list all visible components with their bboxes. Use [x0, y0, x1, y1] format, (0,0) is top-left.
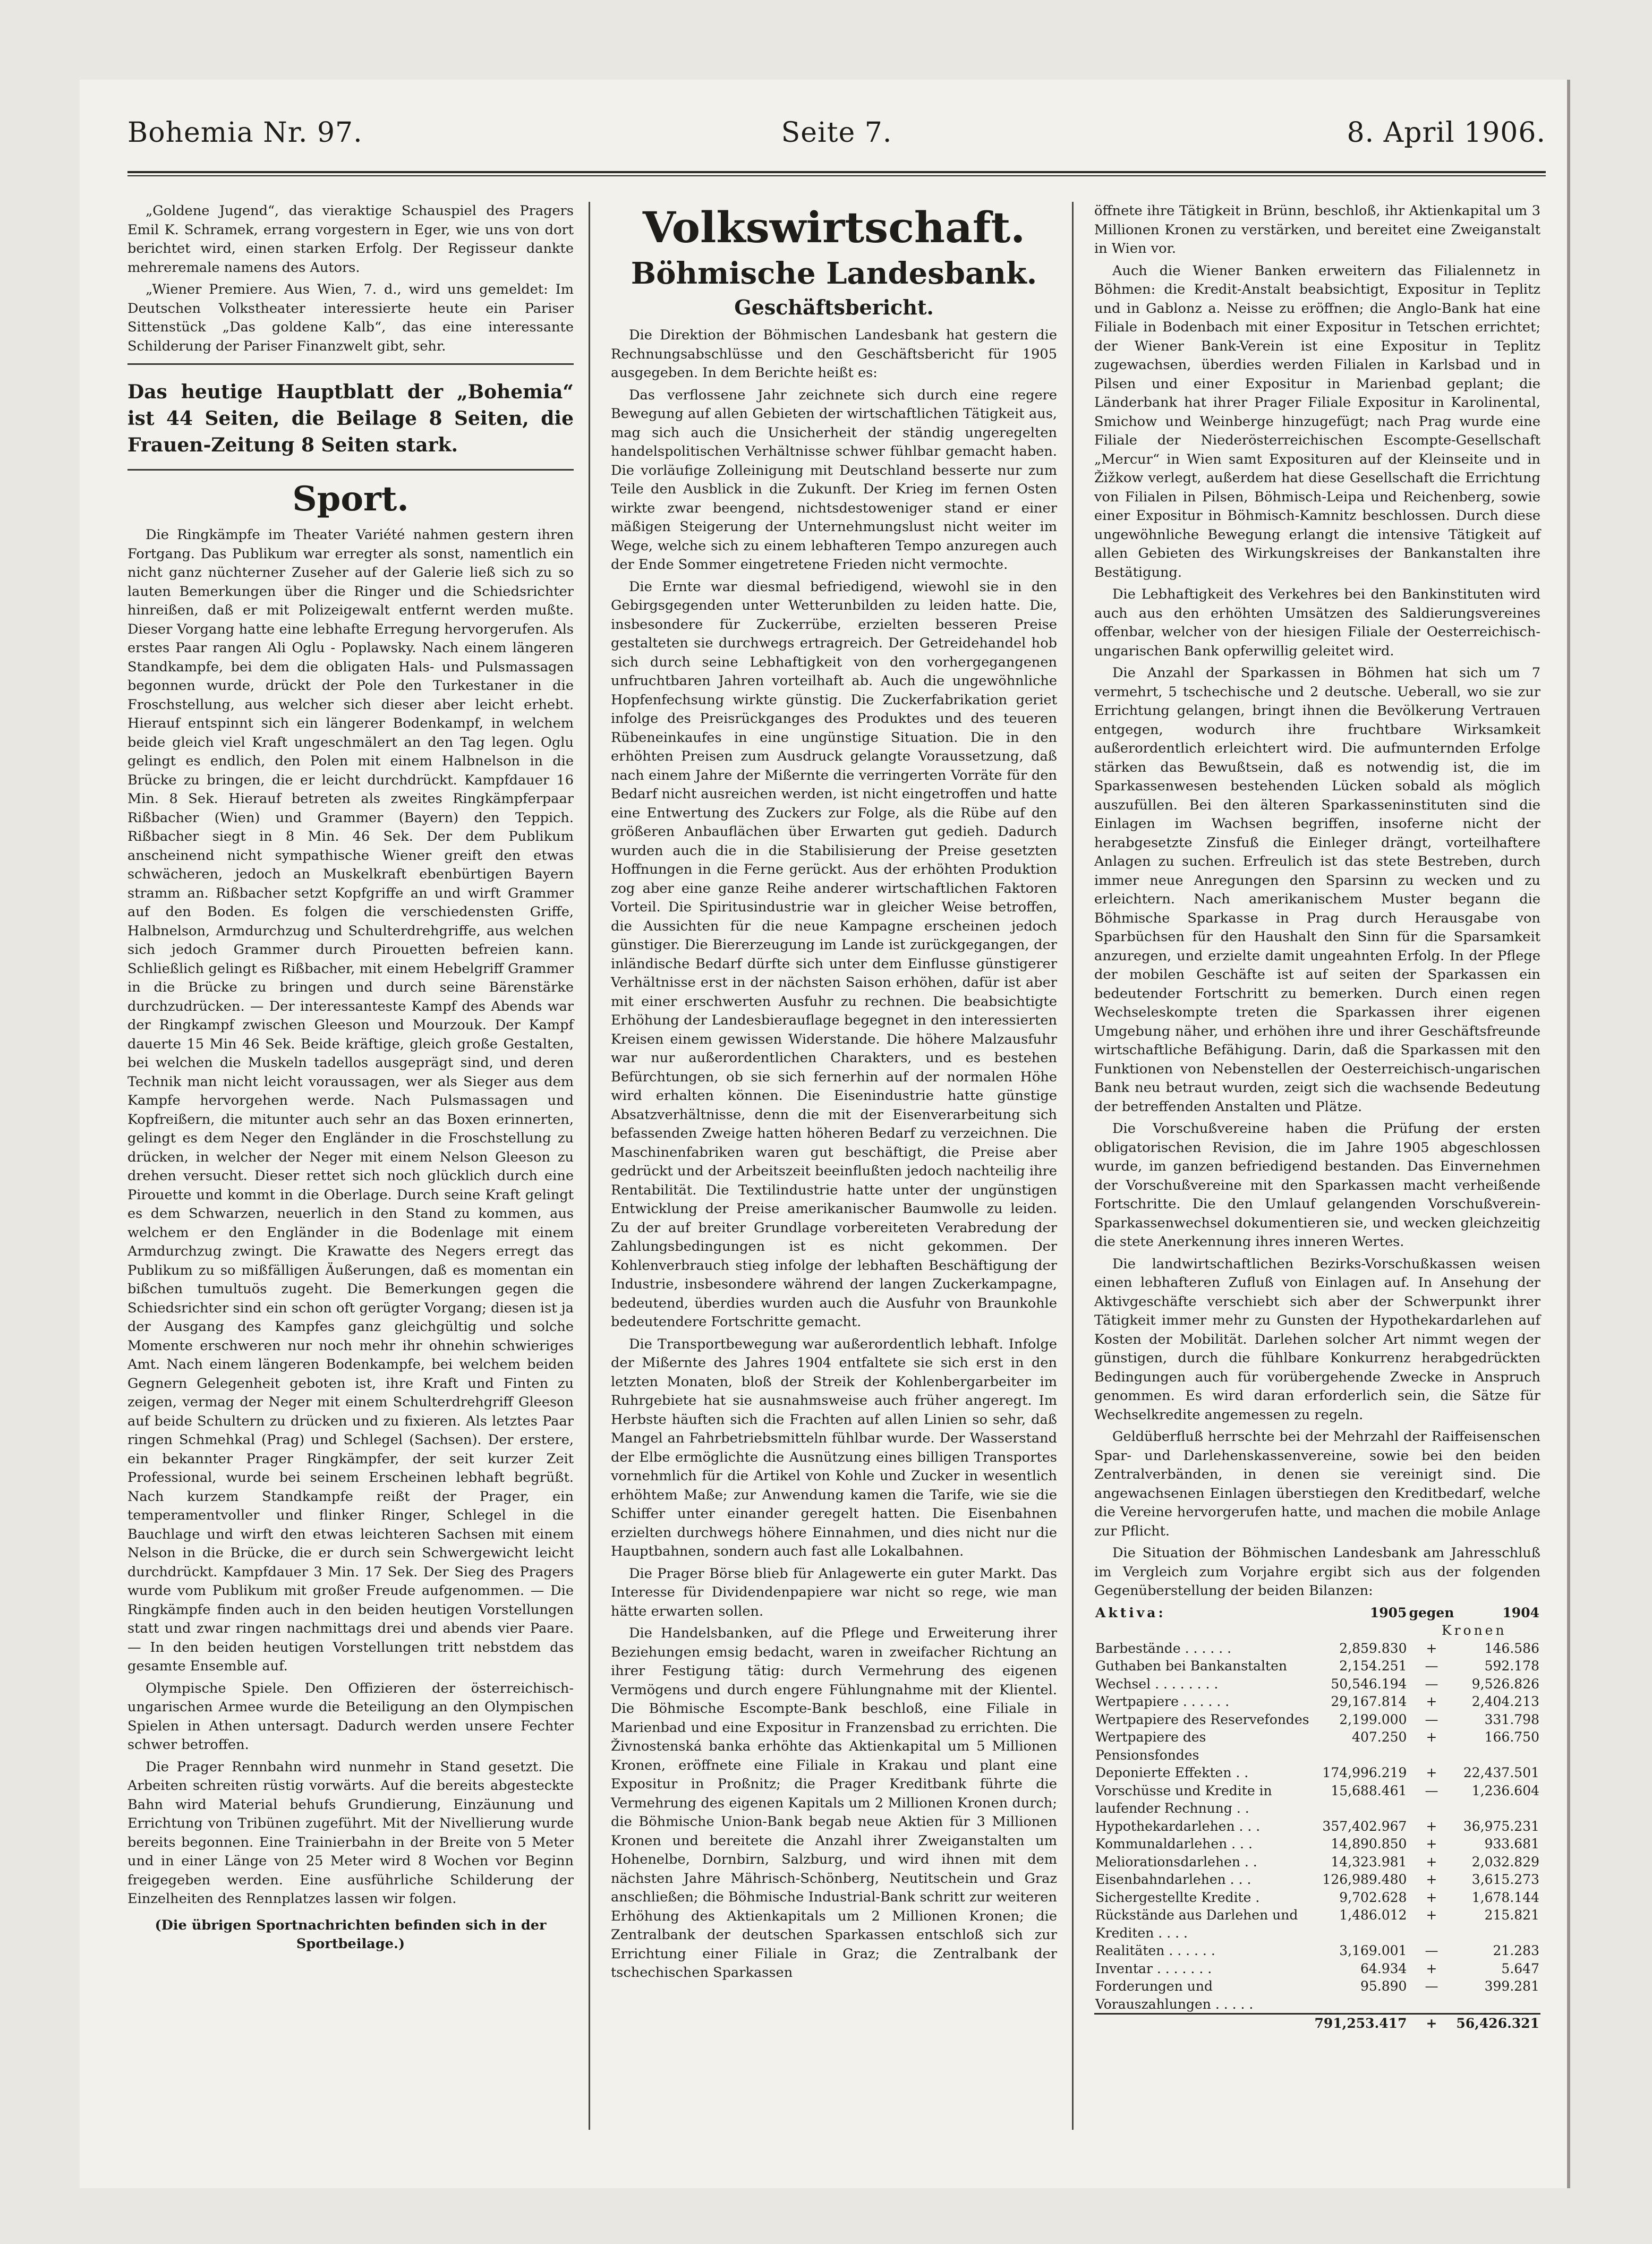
year-1904: 1904 [1502, 1605, 1539, 1620]
balance-row [1094, 1960, 1540, 1978]
balance-cell-v2: 1,236.604 [1471, 1782, 1539, 1798]
balance-cell-v2: 146.586 [1484, 1640, 1539, 1656]
balance-cell-v1: 64.934 [1360, 1960, 1407, 1976]
balance-cell-item: Eisenbahndarlehen . . . [1095, 1872, 1251, 1887]
balance-cell-item: Guthaben bei Bankanstalten [1095, 1658, 1287, 1674]
balance-row [1094, 1818, 1540, 1836]
balance-cell-v2: 9,526.826 [1471, 1676, 1539, 1692]
balance-cell-v1: 3,169.001 [1339, 1943, 1407, 1958]
newspaper-page [80, 80, 1570, 2188]
balance-row [1094, 1640, 1540, 1658]
balance-cell-v1: 357,402.967 [1322, 1818, 1407, 1834]
page-count-notice: Das heutige Hauptblatt der „Bohemia“ ist 44 Seiten, die Beilage 8 Seiten, die Frauen-Zeitung 8 Seiten stark. [127, 381, 574, 456]
balance-cell-v2: 166.750 [1484, 1729, 1539, 1745]
balance-rows [1094, 1640, 1540, 2014]
balance-row [1094, 1942, 1540, 1960]
theater-note: „Goldene Jugend“, das vieraktige Schauspiel des Pragers Emil K. Schramek, errang vorgestern in Eger, wie uns von dort berichtet wird, einen starken Erfolg. Der Regisseur dankte mehreremale namens des Autors. [127, 203, 574, 276]
report-paragraph: Die Vorschußvereine haben die Prüfung der ersten obligatorischen Revision, die im Jahre 1905 abgeschlossen wurde, im ganzen befriedigend bestanden. Das Einvernehmen der Vorschußvereine mit den Sparkassen macht verheißende Fortschritte. Die den Umlauf gelangenden Vorschußverein-Sparkassenwechsel dokumentieren sie, und wecken gleichzeitig die stete Anerkennung ihres inneren Wertes. [1094, 1121, 1540, 1250]
column-economy-continued [1094, 202, 1540, 2033]
header-rule [127, 171, 1546, 173]
page-header [127, 117, 1546, 165]
balance-cell-item: Sichergestellte Kredite . [1095, 1889, 1260, 1905]
balance-cell-item: Realitäten . . . . . . [1095, 1943, 1215, 1958]
balance-cell-v2: 2,404.213 [1471, 1694, 1539, 1709]
balance-cell-item: Wertpapiere . . . . . . [1095, 1694, 1230, 1709]
balance-cell-v1: 126,989.480 [1322, 1872, 1407, 1887]
balance-cell-s: + [1426, 1854, 1437, 1870]
balance-row [1094, 1871, 1540, 1889]
balance-cell-s: + [1426, 1640, 1437, 1656]
balance-cell-s: + [1426, 1889, 1437, 1905]
balance-cell-item: Wertpapiere des Pensionsfondes [1095, 1729, 1206, 1763]
balance-cell-item: Hypothekardarlehen . . . [1095, 1818, 1261, 1834]
balance-cell-s: + [1426, 1960, 1437, 1976]
balance-cell-item: Barbestände . . . . . . [1095, 1640, 1232, 1656]
total-change: 56,426.321 [1455, 2014, 1540, 2033]
balance-cell-v1: 407.250 [1352, 1729, 1407, 1745]
balance-row [1094, 1853, 1540, 1871]
report-paragraph: Die Transportbewegung war außerordentlich lebhaft. Infolge der Mißernte des Jahres 1904 entfaltete sie sich erst in den letzten Monaten, bloß der Streik der Kohlenbergarbeiter im Ruhrgebiete hat sie ausnahmsweise auch früher angeregt. Im Herbste häuften sich die Frachten auf allen Linien so sehr, daß Mangel an Fahrbetriebsmitteln fühlbar wurde. Der Wasserstand der Elbe ermöglichte die Ausnützung eines billigen Transportes vornehmlich für die Artikel von Kohle und Zucker in wesentlich erhöhtem Maße; zur Anwendung kamen die Tarife, wie sie die Schiffer unter einander geregelt hatten. Die Eisenbahnen erzielten durchwegs höhere Einnahmen, und dies nicht nur die Hauptbahnen, sondern auch fast alle Lokalbahnen. [611, 1336, 1057, 1559]
theater-note: „Wiener Premiere. Aus Wien, 7. d., wird uns gemeldet: Im Deutschen Volkstheater interessierte heute ein Pariser Sittenstück „Das goldene Kalb“, das eine interessante Schilderung der Pariser Finanzwelt gibt, sehr. [127, 281, 574, 354]
report-paragraph: Die Lebhaftigkeit des Verkehres bei den Bankinstituten wird auch aus den erhöhten Umsätzen des Saldierungsvereines offenbar, welcher von der hiesigen Filiale der Oesterreichisch-ungarischen Bank opferwillig geleitet wird. [1094, 586, 1540, 659]
total-1905: 791,253.417 [1314, 2014, 1408, 2033]
balance-cell-s: — [1425, 1711, 1438, 1727]
balance-cell-s: + [1426, 1729, 1437, 1745]
balance-cell-v1: 2,859.830 [1339, 1640, 1407, 1656]
section-divider [127, 363, 574, 365]
balance-cell-v2: 2,032.829 [1471, 1854, 1539, 1870]
balance-cell-item: Rückstände aus Darlehen und Krediten . . . . [1095, 1907, 1298, 1941]
balance-cell-v2: 36,975.231 [1463, 1818, 1539, 1834]
report-paragraph: Die Ernte war diesmal befriedigend, wiewohl sie in den Gebirgsgegenden unter Wetterunbilden zu leiden hatte. Die, insbesondere für Zuckerrübe, erzielten besseren Preise gestalteten sie durchwegs ertragreich. Der Getreidehandel hob sich durch seine Lebhaftigkeit von den vorhergegangenen unfruchtbaren Jahren vorteilhaft ab. Auch die ungewöhnliche Hopfenfechsung wirkte günstig. Die Zuckerfabrikation geriet infolge des Preisrückganges des Produktes und des teueren Rübeneinkaufes in eine ungünstige Situation. Die in den erhöhten Preisen zum Ausdruck gelangte Voraussetzung, daß nach einem Jahre der Mißernte die verringerten Vorräte für den Bedarf nicht ausreichen werden, ist nicht eingetroffen und hatte eine Entwertung des Zuckers zur Folge, als die Rübe auf den größeren Anbauflächen über Erwarten gut gedieh. Dadurch wurden auch die in die Stabilisierung der Preise gesetzten Hoffnungen in die Ferne gerückt. Aus der erhöhten Produktion zog aber eine ganze Reihe anderer wirtschaftlichen Faktoren Vorteil. Die Spiritusindustrie war in gleicher Weise betroffen, die Aussichten für die neue Kampagne erscheinen jedoch günstiger. Die Biererzeugung im Lande ist zurückgegangen, der inländische Bedarf dürfte sich unter dem Einflusse günstigerer Verhältnisse erst in der nächsten Saison erhöhen, dafür ist aber mit einer erschwerten Ausfuhr zu rechnen. Die beabsichtigte Erhöhung der Landesbierauflage begegnet in den interessierten Kreisen einem gewissen Widerstande. Die höhere Malzausfuhr war nur außerordentlichen Charakters, und es bestehen Befürchtungen, ob sie sich fernerhin auf der normalen Höhe wird erhalten können. Die Eisenindustrie hatte günstige Absatzverhältnisse, denn die mit der Eisenverarbeitung sich befassenden Zweige hatten höheren Bedarf zu verzeichnen. Die Maschinenfabriken waren gut beschäftigt, die Preise aber gedrückt und der Arbeitszeit beeinflußten jedoch nachteilig ihre Rentabilität. Die Textilindustrie hatte unter der ungünstigen Entwicklung der Preise amerikanischer Baumwolle zu leiden. Zu der auf breiter Grundlage vorbereiteten Verabredung der Zahlungsbedingungen ist es nicht gekommen. Der Kohlenverbrauch stieg infolge der lebhaften Beschäftigung der Industrie, insbesondere während der langen Zuckerkampagne, bedeutend, überdies wurden auch die Ausfuhr von Braunkohle bedeutendere Fortschritte gemacht. [611, 578, 1057, 1330]
balance-cell-s: + [1426, 1907, 1437, 1923]
balance-table [1094, 1604, 1540, 2033]
versus-label: gegen [1409, 1605, 1454, 1620]
balance-row [1094, 1782, 1540, 1818]
header-rule-thin [127, 175, 1546, 176]
balance-cell-v1: 95.890 [1360, 1978, 1407, 1994]
balance-cell-s: + [1426, 1694, 1437, 1709]
balance-cell-s: + [1426, 1765, 1437, 1780]
section-divider [127, 469, 574, 471]
column-divider-1 [589, 202, 590, 2130]
balance-cell-item: Deponierte Effekten . . [1095, 1765, 1249, 1780]
balance-cell-v2: 22,437.501 [1463, 1765, 1539, 1780]
balance-cell-v2: 3,615.273 [1471, 1872, 1539, 1887]
page-number: Seite 7. [781, 117, 892, 149]
racecourse-article: Die Prager Rennbahn wird nunmehr in Stand gesetzt. Die Arbeiten schreiten rüstig vorwärts. Auf die bereits abgesteckte Bahn wird Material behufs Grundierung, Einzäunung und Errichtung von Tribünen zugeführt. Mit der Nivellierung wurde bereits begonnen. Eine Trainierbahn in der Breite von 5 Meter und in einer Länge von 25 Meter wird 8 Wochen vor Beginn freigegeben werden. Eine ausführliche Schilderung der Einzelheiten des Rennplatzes lassen wir folgen. [127, 1759, 574, 1907]
balance-cell-item: Forderungen und Vorauszahlungen . . . . . [1095, 1978, 1254, 2012]
column-economy [611, 202, 1057, 1986]
balance-cell-v2: 215.821 [1484, 1907, 1539, 1923]
balance-row [1094, 1728, 1540, 1764]
balance-cell-item: Wertpapiere des Reservefondes [1095, 1711, 1309, 1727]
year-1905: 1905 [1369, 1605, 1407, 1620]
report-paragraph: Die Anzahl der Sparkassen in Böhmen hat sich um 7 vermehrt, 5 tschechische und 2 deutsche. Ueberall, wo sie zur Errichtung gelangen, bringt ihnen die Bevölkerung Vertrauen entgegen, wodurch ihre fruchtbare Wirksamkeit außerordentlich erleichtert wird. Die aufmunternden Erfolge stärken das Bewußtsein, daß es notwendig ist, die im Sparkassenwesen bestehenden Lücken sobald als möglich auszufüllen. Bei den älteren Sparkasseninstituten sind die Einlagen im Wachsen begriffen, insoferne nicht der herabgesetzte Zinsfuß die Einleger drängt, vorteilhaftere Anlagen zu suchen. Erfreulich ist das stete Bestreben, durch immer neue Anregungen den Sparsinn zu wecken und zu erleichtern. Nach amerikanischem Muster begann die Böhmische Sparkasse in Prag durch Herausgabe von Sparbüchsen für den Haushalt den Sinn für die Sparsamkeit anzuregen, und erzielte damit ungeahnten Erfolg. In der Pflege der mobilen Geschäfte ist auf seiten der Sparkassen ein bedeutender Fortschritt zu bemerken. Durch einen regen Wechseleskompte treten die Sparkassen ihrer eigenen Umgebung näher, und erhöhen ihre und ihrer Geschäftsfreunde wirtschaftliche Befähigung. Darin, daß die Sparkassen mit den Funktionen von Nebenstellen der Oesterreichisch-ungarischen Bank neu betraut wurden, zeigt sich die wachsende Bedeutung der betreffenden Anstalten und Plätze. [1094, 665, 1540, 1115]
column-theater-sport [127, 202, 574, 1957]
sport-supplement-note: (Die übrigen Sportnachrichten befinden sich in der Sportbeilage.) [155, 1917, 547, 1952]
olympic-games-article: Olympische Spiele. Den Offizieren der österreichisch-ungarischen Armee wurde die Beteiligung an den Olympischen Spielen in Athen untersagt. Dadurch werden unsere Fechter schwer betroffen. [127, 1680, 574, 1753]
balance-cell-v2: 592.178 [1484, 1658, 1539, 1674]
wrestling-article: Die Ringkämpfe im Theater Variété nahmen gestern ihren Fortgang. Das Publikum war erregter als sonst, namentlich ein nicht ganz nüchterner Zuseher auf der Galerie ließ sich zu so lauten Bemerkungen über die Ringer und die Schiedsrichter hinreißen, daß er mit Polizeigewalt entfernt werden mußte. Dieser Vorgang hatte eine lebhafte Erregung hervorgerufen. Als erstes Paar rangen Ali Oglu - Poplawsky. Nach einem längeren Standkampfe, bei dem die obligaten Hals- und Pulsmassagen begonnen wurde, drückt der Pole den Turkestaner in die Froschstellung, aus welcher sich dieser aber leicht erhebt. Hierauf entspinnt sich ein längerer Bodenkampf, in welchem beide gleich viel Kraft ungeschmälert an den Tag legen. Oglu gelingt es endlich, den Polen mit einem Halbnelson in die Brücke zu bringen, die er leicht durchdrückt. Kampfdauer 16 Min. 8 Sek. Hierauf betreten als zweites Ringkämpferpaar Rißbacher (Wien) und Grammer (Bayern) den Teppich. Rißbacher siegt in 8 Min. 46 Sek. Der dem Publikum anscheinend nicht sympathische Wiener greift den etwas schwächeren, jedoch an Muskelkraft ebenbürtigen Bayern stramm an. Rißbacher setzt Kopfgriffe an und wirft Grammer auf den Boden. Es folgen die verschiedensten Griffe, Halbnelson, Armdurchzug und Schulterdrehgriffe, aus welchen sich jedoch Grammer durch Pirouetten befreien kann. Schließlich gelingt es Rißbacher, mit einem Hebelgriff Grammer in die Brücke zu bringen und durch seine Bärenstärke durchzudrücken. — Der interessanteste Kampf des Abends war der Ringkampf zwischen Gleeson und Mourzouk. Der Kampf dauerte 15 Min 46 Sek. Beide kräftige, gleich große Gestalten, bei welchen die Muskeln tadellos ausgeprägt sind, und deren Technik man nicht leicht voraussagen, wer als Sieger aus dem Kampfe hervorgehen werde. Nach Pulsmassagen und Kopfreißern, die mitunter auch sehr an das Boxen erinnerten, gelingt es dem Neger den Engländer in die Froschstellung zu drücken, in welcher der Neger mit einem Nelson Gleeson zu drehen versucht. Dieser rettet sich noch glücklich durch eine Pirouette und kommt in die Oberlage. Durch seine Kraft gelingt es dem Schwarzen, neuerlich in den Stand zu kommen, aus welchem er den Engländer in die Bodenlage mit einem Armdurchzug zwingt. Die Krawatte des Negers erregt das Publikum zu so mißfälligen Äußerungen, daß es momentan ein bißchen tumultuös zugeht. Die Bemerkungen gegen die Schiedsrichter sind ein schon oft gerügter Vorgang; diesen ist ja der Ausgang des Kampfes ganz gleichgültig und solche Momente erschweren nur noch mehr ihr ohnehin schwieriges Amt. Nach einem längeren Bodenkampfe, bei welchem beiden Gegnern Gelegenheit geboten ist, ihre Kraft und Finten zu zeigen, vermag der Neger mit einem Schulterdrehgriff Gleeson auf beide Schultern zu drücken und zu fixieren. Als letztes Paar ringen Schmehkal (Prag) und Schlegel (Sachsen). Der erstere, ein bekannter Prager Ringkämpfer, der seit kurzer Zeit Professional, wurde bei seinem Erscheinen lebhaft begrüßt. Nach kurzem Standkampfe reißt der Prager, ein temperamentvoller und flinker Ringer, Schlegel in die Bauchlage und wirft den etwas leichteren Sachsen mit einem Nelson in die Brücke, die er durch sein Schwergewicht leicht durchdrückt. Kampfdauer 3 Min. 17 Sek. Der Sieg des Pragers wurde vom Publikum mit großer Freude aufgenommen. — Die Ringkämpfe finden auch in den beiden heutigen Vorstellungen statt und zwar ringen nachmittags drei und abends vier Paare. — In den beiden heutigen Vorstellungen tritt nebstdem das gesamte Ensemble auf. [127, 527, 574, 1674]
balance-cell-s: — [1425, 1658, 1438, 1674]
balance-cell-s: — [1425, 1782, 1438, 1798]
issue-date: 8. April 1906. [1347, 117, 1546, 149]
balance-cell-v1: 15,688.461 [1331, 1782, 1407, 1798]
report-paragraph: Die Prager Börse blieb für Anlagewerte ein guter Markt. Das Interesse für Dividendenpapiere war nicht so rege, wie man hätte erwarten sollen. [611, 1565, 1057, 1619]
balance-cell-v1: 14,323.981 [1331, 1854, 1407, 1870]
balance-row [1094, 1675, 1540, 1693]
report-paragraph: Das verflossene Jahr zeichnete sich durch eine regere Bewegung auf allen Gebieten der wirtschaftlichen Tätigkeit aus, mag sich auch die Unsicherheit der ständig ungeregelten handelspolitischen Verhältnisse schwer fühlbar gemacht haben. Die vorläufige Zolleinigung mit Deutschland besserte nur zum Teile den Ausblick in die Zukunft. Der Krieg im fernen Osten wirkte zwar beengend, nichtsdestoweniger stand er einer mäßigen Steigerung der Unternehmungslust nicht weiter im Wege, welche sich zu einem lebhafteren Tempo anzuregen auch der Ende Sommer eingetretene Frieden nicht vermochte. [611, 387, 1057, 573]
report-paragraph: Die Direktion der Böhmischen Landesbank hat gestern die Rechnungsabschlüsse und den Geschäftsbericht für 1905 ausgegeben. In dem Berichte heißt es: [611, 327, 1057, 381]
balance-cell-v1: 50,546.194 [1331, 1676, 1407, 1692]
masthead-issue: Bohemia Nr. 97. [127, 117, 363, 149]
report-paragraph: Auch die Wiener Banken erweitern das Filialennetz in Böhmen: die Kredit-Anstalt beabsichtigt, Expositur in Teplitz und in Gablonz a. Neisse zu eröffnen; die Anglo-Bank hat eine Filiale in Bodenbach mit einer Expositur in Tetschen errichtet; der Wiener Bank-Verein ist eine Expositur in Teplitz zugewachsen, überdies werden Filialen in Karlsbad und in Pilsen und einer Expositur in Marienbad geplant; die Länderbank hat ihrer Prager Filiale Expositur in Karolinental, Smichow und Weinberge hinzugefügt; nach Prag wurde eine Filiale der Niederösterreichischen Escompte-Gesellschaft „Mercur“ in Wien samt Exposituren auf der Kleinseite und in Žižkow verlegt, außerdem hat diese Gesellschaft die Errichtung von Filialen in Pilsen, Böhmisch-Leipa und Reichenberg, sowie einer Expositur in Böhmisch-Kamnitz beschlossen. Durch diese ungewöhnliche Bewegung erlangt die intensive Tätigkeit auf allen Gebieten des Wirkungskreises der Bankanstalten ihre Bestätigung. [1094, 262, 1540, 581]
total-sign: + [1408, 2014, 1455, 2033]
balance-cell-item: Inventar . . . . . . . [1095, 1960, 1212, 1976]
sport-heading: Sport. [292, 479, 409, 519]
report-paragraph: öffnete ihre Tätigkeit in Brünn, beschloß, ihr Aktienkapital um 3 Millionen Kronen zu verstärken, und bereitet eine Zweiganstalt in Wien vor. [1094, 203, 1540, 257]
bank-heading: Böhmische Landesbank. [631, 256, 1037, 291]
balance-cell-item: Kommunaldarlehen . . . [1095, 1836, 1253, 1851]
balance-cell-v1: 2,154.251 [1339, 1658, 1407, 1674]
balance-cell-v1: 29,167.814 [1331, 1694, 1407, 1709]
balance-cell-s: — [1425, 1978, 1438, 1994]
balance-label: Aktiva: [1095, 1605, 1166, 1620]
column-divider-2 [1072, 202, 1074, 2130]
economy-heading: Volkswirtschaft. [642, 202, 1026, 252]
balance-row [1094, 1906, 1540, 1942]
balance-row [1094, 1764, 1540, 1782]
balance-cell-item: Wechsel . . . . . . . . [1095, 1676, 1219, 1692]
balance-cell-s: + [1426, 1818, 1437, 1834]
currency-unit: Kronen [1441, 1623, 1507, 1638]
report-paragraph: Die Handelsbanken, auf die Pflege und Erweiterung ihrer Beziehungen emsig bedacht, waren in zweifacher Richtung an ihrer Festigung tätig: durch Vermehrung des eigenen Vermögens und durch engere Fühlungnahme mit der Klientel. Die Böhmische Escompte-Bank beschloß, eine Filiale in Marienbad und eine Expositur in Franzensbad zu errichten. Die Živnostenská banka erhöhte das Aktienkapital um 5 Millionen Kronen, eröffnete eine Filiale in Krakau und plant eine Expositur in Proßnitz; die Prager Kreditbank führte die Vermehrung des eigenen Kapitals um 2 Millionen Kronen durch; die Böhmische Union-Bank begab neue Aktien für 3 Millionen Kronen und bereitete die Anzahl ihrer Zweiganstalten um Hohenelbe, Dornbirn, Salzburg, und wird ihnen mit dem nächsten Jahre Mährisch-Schönberg, Neutitschein und Graz anschließen; die Böhmische Industrial-Bank schritt zur weiteren Erhöhung des Aktienkapitals um 2 Millionen Kronen; die Zentralbank der deutschen Sparkassen entschloß sich zur Errichtung einer Filiale in Graz; die Zentralbank der tschechischen Sparkassen [611, 1625, 1057, 1981]
balance-row [1094, 1977, 1540, 2014]
report-paragraph: Die Situation der Böhmischen Landesbank am Jahresschluß im Vergleich zum Vorjahre ergibt sich aus der folgenden Gegenüberstellung der beiden Bilanzen: [1094, 1545, 1540, 1599]
balance-row [1094, 1835, 1540, 1853]
balance-cell-v2: 331.798 [1484, 1711, 1539, 1727]
balance-cell-v1: 1,486.012 [1339, 1907, 1407, 1923]
balance-row [1094, 1657, 1540, 1675]
balance-unit-row [1094, 1622, 1540, 1640]
balance-cell-v2: 933.681 [1484, 1836, 1539, 1851]
balance-row [1094, 1693, 1540, 1711]
balance-header-row [1094, 1604, 1540, 1622]
balance-row [1094, 1889, 1540, 1907]
balance-cell-v1: 14,890.850 [1331, 1836, 1407, 1851]
balance-cell-item: Vorschüsse und Kredite in laufender Rechnung . . [1095, 1782, 1272, 1816]
balance-cell-s: — [1425, 1676, 1438, 1692]
balance-cell-v2: 21.283 [1493, 1943, 1539, 1958]
balance-total-row [1094, 2014, 1540, 2033]
balance-cell-v2: 399.281 [1484, 1978, 1539, 1994]
balance-cell-s: + [1426, 1836, 1437, 1851]
balance-cell-s: + [1426, 1872, 1437, 1887]
report-heading: Geschäftsbericht. [734, 295, 934, 319]
balance-cell-item: Meliorationsdarlehen . . [1095, 1854, 1257, 1870]
balance-cell-v1: 174,996.219 [1322, 1765, 1407, 1780]
report-paragraph: Die landwirtschaftlichen Bezirks-Vorschußkassen weisen einen lebhafteren Zufluß von Einlagen auf. In Ansehung der Aktivgeschäfte verschiebt sich aber der Schwerpunkt ihrer Tätigkeit immer mehr zu Gunsten der Hypothekardarlehen auf Kosten der Mobilität. Darlehen solcher Art nimmt wegen der günstigen, durch die fühlbare Konkurrenz herabgedrückten Bedingungen auch für vorübergehende Zwecke in Anspruch genommen. Es wird daran erforderlich sein, die Sätze für Wechselkredite angemessen zu regeln. [1094, 1256, 1540, 1423]
report-paragraph: Geldüberfluß herrschte bei der Mehrzahl der Raiffeisenschen Spar- und Darlehenskassenvereine, sowie bei den beiden Zentralverbänden, in denen sie vereinigt sind. Die angewachsenen Einlagen überstiegen den Kreditbedarf, welche die Vereine hervorgerufen hatte, und machen die mobile Anlage zur Pflicht. [1094, 1429, 1540, 1539]
balance-cell-v1: 2,199.000 [1339, 1711, 1407, 1727]
balance-cell-v2: 5.647 [1501, 1960, 1539, 1976]
balance-cell-s: — [1425, 1943, 1438, 1958]
balance-row [1094, 1711, 1540, 1729]
balance-cell-v2: 1,678.144 [1471, 1889, 1539, 1905]
balance-cell-v1: 9,702.628 [1339, 1889, 1407, 1905]
